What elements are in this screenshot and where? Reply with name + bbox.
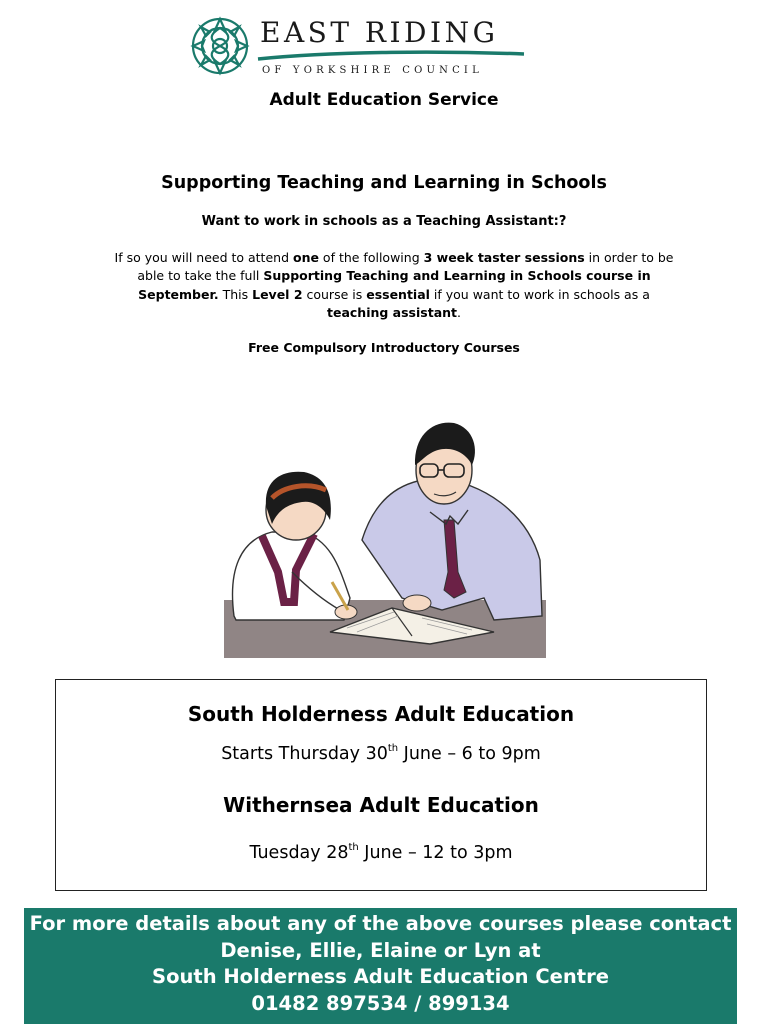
org-name: EAST RIDING xyxy=(260,16,499,49)
course-title: Supporting Teaching and Learning in Schools xyxy=(161,173,607,193)
service-heading: Adult Education Service xyxy=(269,90,499,110)
org-subtitle: OF YORKSHIRE COUNCIL xyxy=(262,65,483,76)
session-location: Withernsea Adult Education xyxy=(223,793,539,817)
course-question: Want to work in schools as a Teaching Assistant:? xyxy=(201,214,567,229)
logo-swoosh xyxy=(256,50,526,62)
contact-phone: 01482 897534 / 899134 xyxy=(251,991,510,1015)
council-logo xyxy=(190,14,530,82)
session-time: Starts Thursday 30th June – 6 to 9pm xyxy=(221,743,541,764)
sessions-box xyxy=(55,679,707,891)
free-courses-label: Free Compulsory Introductory Courses xyxy=(248,340,520,355)
session-location: South Holderness Adult Education xyxy=(187,702,575,726)
session-time: Tuesday 28th June – 12 to 3pm xyxy=(249,842,513,863)
course-description: If so you will need to attend one of the following 3 week taster sessions in order to be able to take the full Supporting Teaching and Learning in Schools course in September. This Level 2 course is essential if you want to work in schools as a teaching assistant. xyxy=(114,250,674,320)
contact-banner xyxy=(24,908,737,1024)
contact-line: Denise, Ellie, Elaine or Lyn at xyxy=(220,938,541,962)
contact-line: For more details about any of the above courses please contact xyxy=(29,912,732,935)
teacher-and-pupil-illustration xyxy=(222,420,548,662)
contact-line: South Holderness Adult Education Centre xyxy=(152,965,609,988)
rose-emblem-icon xyxy=(190,16,250,76)
